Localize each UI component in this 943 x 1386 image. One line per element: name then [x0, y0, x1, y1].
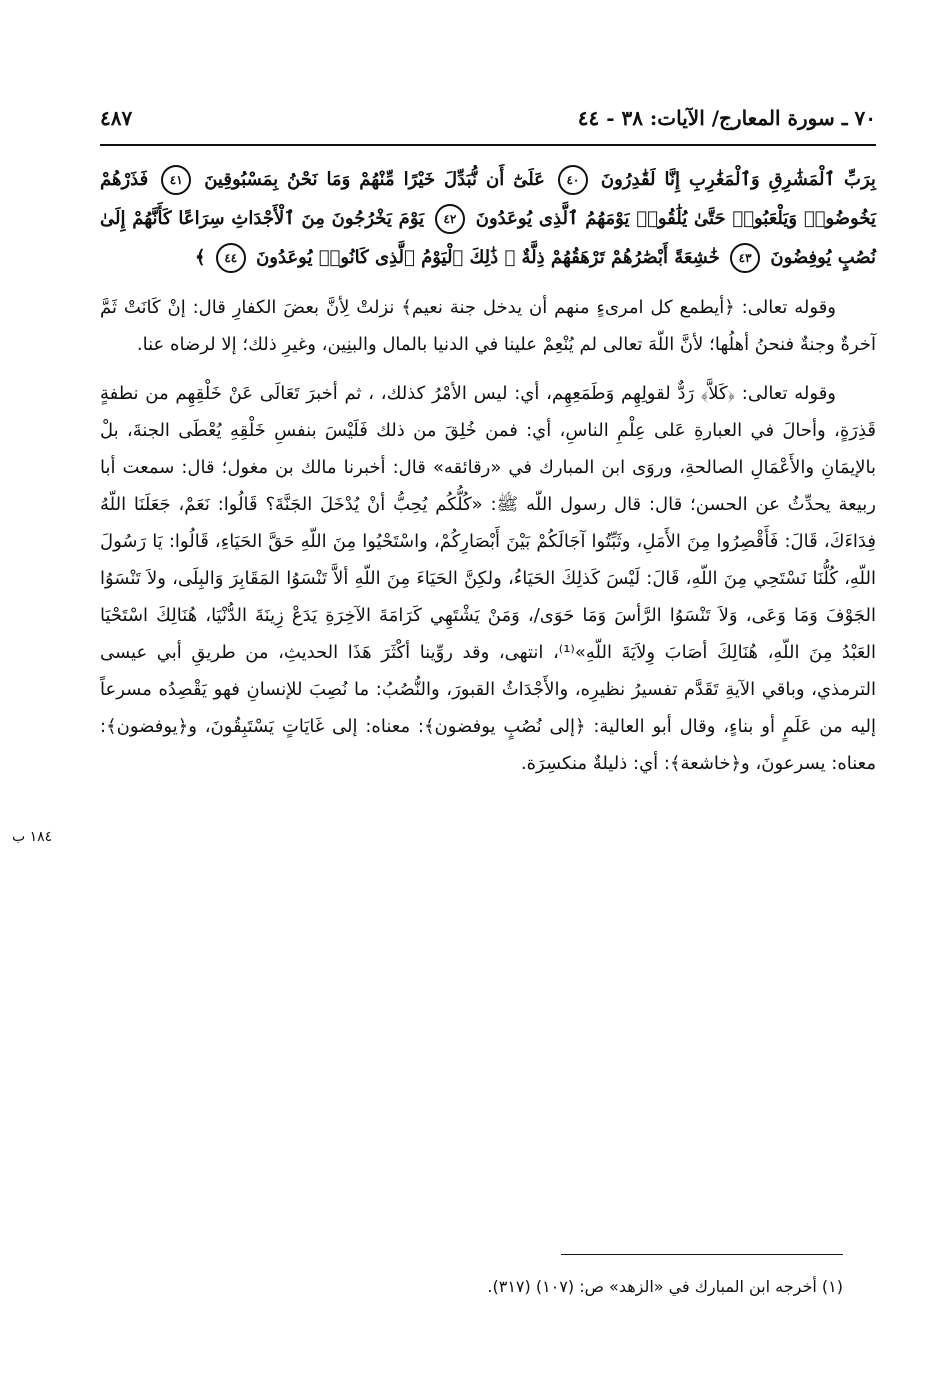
ayah-number-marker: ٤٠ — [558, 165, 588, 195]
ayah-number-marker: ٤١ — [161, 165, 191, 195]
ayah-number-marker: ٤٤ — [216, 243, 246, 273]
footnote — [67, 1272, 843, 1302]
ayah-number-marker: ٤٣ — [730, 243, 760, 273]
quran-closing-bracket: ﴾ — [194, 247, 206, 268]
manuscript-folio-note: ١٨٤ ب — [12, 829, 53, 845]
quran-verse: بِرَبِّ ٱلْمَشَٰرِقِ وَٱلْمَغَٰرِبِ إِنَّا لَقَٰدِرُونَ — [600, 169, 876, 190]
paragraph-text: وقوله تعالى: ﴿أيطمع كل امرىءٍ منهم أن يدخل جنة نعيم﴾ نزلتْ لِأنَّ بعضَ الكفارِ قال: إنْ كَانَتْ ثَمَّ آخرةٌ وجنةٌ فنحنُ أهلُها؛ لأنَّ اللّهَ تعالى لم يُنْعِمْ علينا في الدنيا بالمال والبنِين، وغيرِ ذلك؛ إلا لرضاه عنا. — [100, 297, 876, 355]
footnote-number: (١) — [821, 1277, 843, 1296]
running-header — [100, 104, 876, 146]
quran-verse: فَذَرْهُمْ يَخُوضُوا۟ وَيَلْعَبُوا۟ حَتَّىٰ يُلَٰقُوا۟ يَوْمَهُمُ ٱلَّذِى يُوعَدُونَ — [100, 169, 876, 229]
quran-verse: خَٰشِعَةً أَبْصَٰرُهُمْ تَرْهَقُهُمْ ذِلَّةٌ ۚ ذَٰلِكَ ٱلْيَوْمُ ٱلَّذِى كَانُوا۟ يُوعَدُونَ — [256, 247, 720, 268]
footnote-text: أخرجه ابن المبارك في «الزهد» ص: (١٠٧) (٣١٧). — [487, 1277, 817, 1296]
quran-verses — [100, 160, 876, 277]
page-content — [12, 104, 876, 845]
commentary-paragraph — [100, 289, 876, 363]
paragraph-text: وقوله تعالى: ﴿كَلاَّ﴾ رَدٌّ لقولِهِم وَطَمَعِهِم، أي: ليس الأمْرُ كذلك، ، ثم أخبرَ تَعَالَى عَنْ خَلْقِهِم من نطفةٍ قَذِرَةٍ، وأحالَ في العبارةِ عَلى عِلْمِ الناسِ، أي: فمن خُلِقَ من ذلك فَلَيْسَ بنفسِ خَلْقِهِ يُعْطَى الجنةَ، بلْ بالإيمَانِ والأَعْمَالِ الصالحةِ، وروَى ابن المبارك في «رقائقه» قال: أخبرنا مالك بن مغول؛ قال: سمعت أبا ربيعة يحدِّثُ عن الحسن؛ قال: قال رسول اللّه ﷺ: «كُلُّكُم يُحِبُّ أنْ يُدْخَلَ الجَنَّةَ؟ قَالُوا: نَعَمْ، جَعَلَنَا اللّهُ فِدَاءَكَ، قَالَ: فَأَقْصِرُوا مِنَ الأَمَلِ، وثَبِّتُوا آجَالَكُمْ بَيْنَ أَبْصَارِكُمْ، واسْتَحْيُوا مِنَ اللّهِ حَقَّ الحَيَاءِ، قَالُوا: يَا رَسُولَ اللّهِ، كُلُّنَا نَسْتَحِي مِنَ اللّهِ، قَالَ: لَيْسَ كَذلِكَ الحَيَاءُ، ولكِنَّ الحَيَاءَ مِنَ اللّهِ ألاَّ تَنْسَوُا المَقَابِرَ وَالبِلَى، ولاَ تَنْسَوُا الجَوْفَ وَمَا وَعَى، وَلاَ تَنْسَوُا الرَّأسَ وَمَا حَوَى/، وَمَنْ يَشْتَهِي كَرَامَةَ الآخِرَةِ يَدَعْ زِينَةَ الدُّنْيَا، هُنَالِكَ اسْتَحْيَا العَبْدُ مِنَ اللّهِ، هُنَالِكَ أصَابَ وِلاَيَةَ اللّهِ»⁽¹⁾، انتهى، وقد روِّينا أكْثَرَ هَذَا الحديثِ، من طريقِ أبي عيسى الترمذي، وباقي الآيةِ تَقَدَّم تفسيرُ نظيرِه، والأَجْدَاثُ القبورَ، والنُّصُبُ: ما نُصِبَ للإنسانِ فهو يَقْصِدُه مسرعاً إليه من عَلَمٍ أو بناءٍ، وقال أبو العالية: ﴿إلى نُصُبٍ يوفضون﴾: معناه: إلى غَايَاتٍ يَسْتَبِقُونَ، و﴿يوفضون﴾: معناه: يسرعونَ، و﴿خاشعة﴾: أي: ذليلةٌ منكسِرَة. — [100, 383, 876, 774]
quran-verse: عَلَىٰٓ أَن نُّبَدِّلَ خَيْرًا مِّنْهُمْ وَمَا نَحْنُ بِمَسْبُوقِينَ — [204, 169, 545, 190]
ayah-number-marker: ٤٢ — [435, 204, 465, 234]
header-title: ٧٠ ـ سورة المعارج/ الآيات: ٣٨ - ٤٤ — [568, 106, 876, 130]
quran-verse: يَوْمَ يَخْرُجُونَ مِنَ ٱلْأَجْدَاثِ سِرَاعًا كَأَنَّهُمْ إِلَىٰ نُصُبٍ يُوفِضُونَ — [100, 208, 876, 268]
page-number: ٤٨٧ — [100, 106, 142, 130]
commentary-paragraph — [12, 375, 876, 845]
footnote-divider — [561, 1254, 843, 1255]
